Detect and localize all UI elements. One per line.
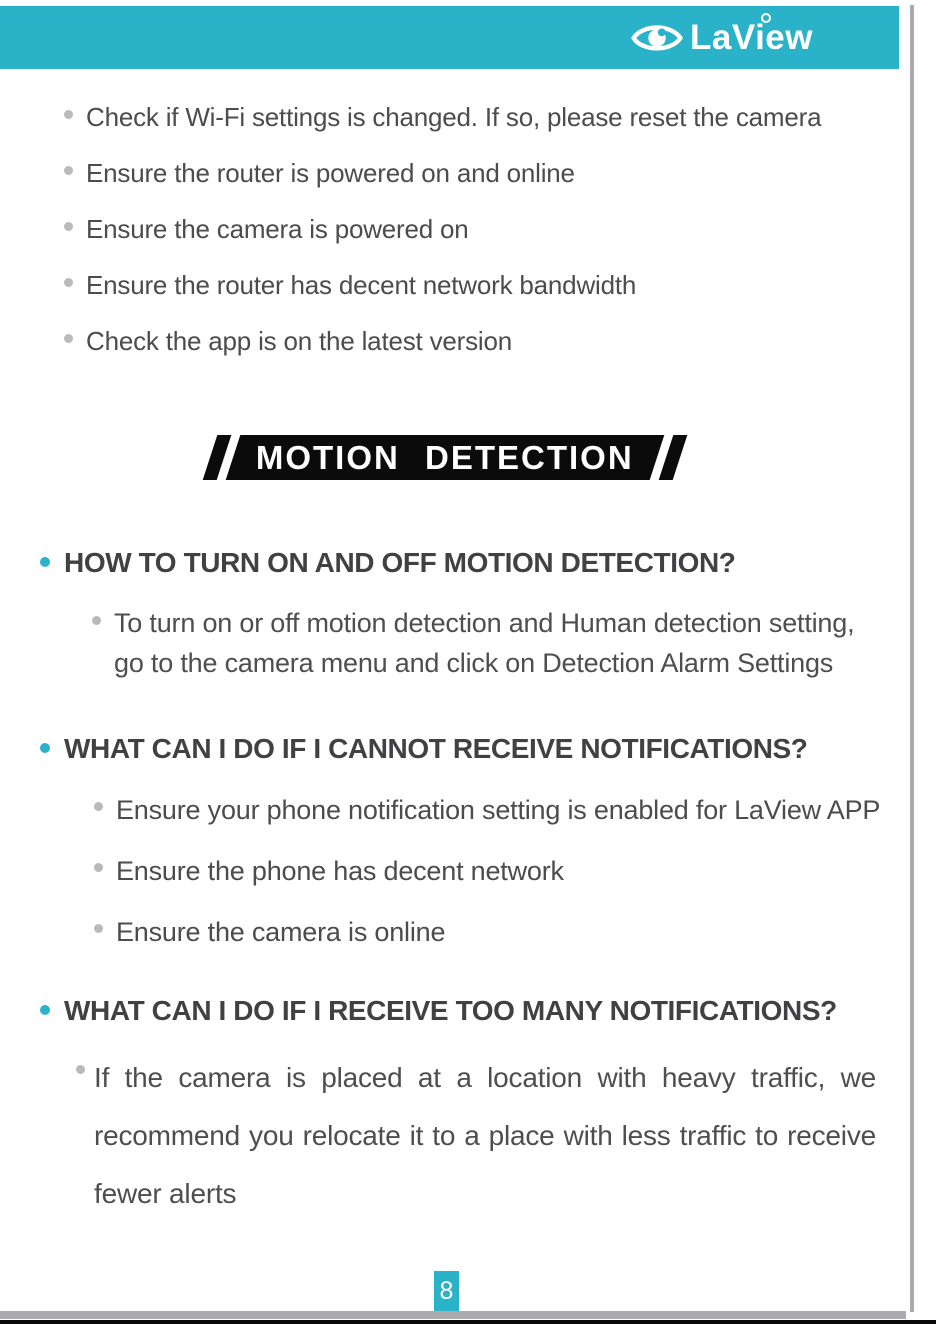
list-item-text: Check the app is on the latest version [86,326,512,356]
list-item-text: Ensure the router has decent network bandwidth [86,270,637,300]
list-item-text: Check if Wi-Fi settings is changed. If so, please reset the camera [86,102,822,132]
faq-question-text: HOW TO TURN ON AND OFF MOTION DETECTION? [64,547,736,578]
faq-question [40,995,837,1027]
list-item [64,325,874,358]
section-banner-body [226,435,665,480]
faq-question-text: WHAT CAN I DO IF I RECEIVE TOO MANY NOTIFICATIONS? [64,995,837,1026]
laview-logo [631,19,813,57]
bullet-icon [40,1005,50,1015]
list-item-text: Ensure the router is powered on and online [86,158,575,188]
troubleshooting-list [64,101,874,381]
faq-answer [94,854,884,888]
brand-wordmark [690,20,813,55]
eye-icon [631,19,683,57]
page-number: 8 [439,1277,454,1305]
bullet-icon [94,924,103,933]
list-item [64,101,874,134]
bullet-icon [40,743,50,753]
list-item [64,269,874,302]
faq-answer [76,1049,876,1223]
bullet-icon [64,278,73,287]
faq-answer-text: Ensure the camera is online [116,917,446,947]
viewport-bottom-edge [0,1320,936,1324]
faq-answer [94,793,884,827]
section-banner [210,435,680,480]
bullet-icon [64,110,73,119]
bullet-icon [64,166,73,175]
page-number-badge [434,1271,459,1312]
bullet-icon [92,616,101,625]
list-item [64,213,874,246]
list-item [64,157,874,190]
faq-answer [94,915,884,949]
list-item-text: Ensure the camera is powered on [86,214,469,244]
brand-name: LaView [690,18,813,57]
header-bar [0,6,899,69]
faq-question [40,547,736,579]
faq-question-text: WHAT CAN I DO IF I CANNOT RECEIVE NOTIFICATIONS? [64,733,808,764]
faq-answer-text: Ensure the phone has decent network [116,856,564,886]
bullet-icon [64,222,73,231]
slash-icon [659,435,688,480]
faq-answer-text: Ensure your phone notification setting is enabled for LaView APP [116,795,881,825]
bullet-icon [40,557,50,567]
page-bottom-shadow [0,1311,906,1319]
faq-answer [92,603,878,683]
bullet-icon [94,863,103,872]
faq-answer-list [94,793,884,976]
bullet-icon [76,1065,85,1074]
faq-question [40,733,808,765]
bullet-icon [94,802,103,811]
section-title: MOTION DETECTION [256,438,634,476]
faq-answer-text: To turn on or off motion detection and Human detection setting, go to the camera menu and click on Detection Alarm Settings [114,608,855,678]
faq-answer-text: If the camera is placed at a location with heavy traffic, we recommend you relocate it to a place with less traffic to receive fewer alerts [94,1062,876,1209]
page-right-shadow [910,5,914,1312]
bullet-icon [64,334,73,343]
